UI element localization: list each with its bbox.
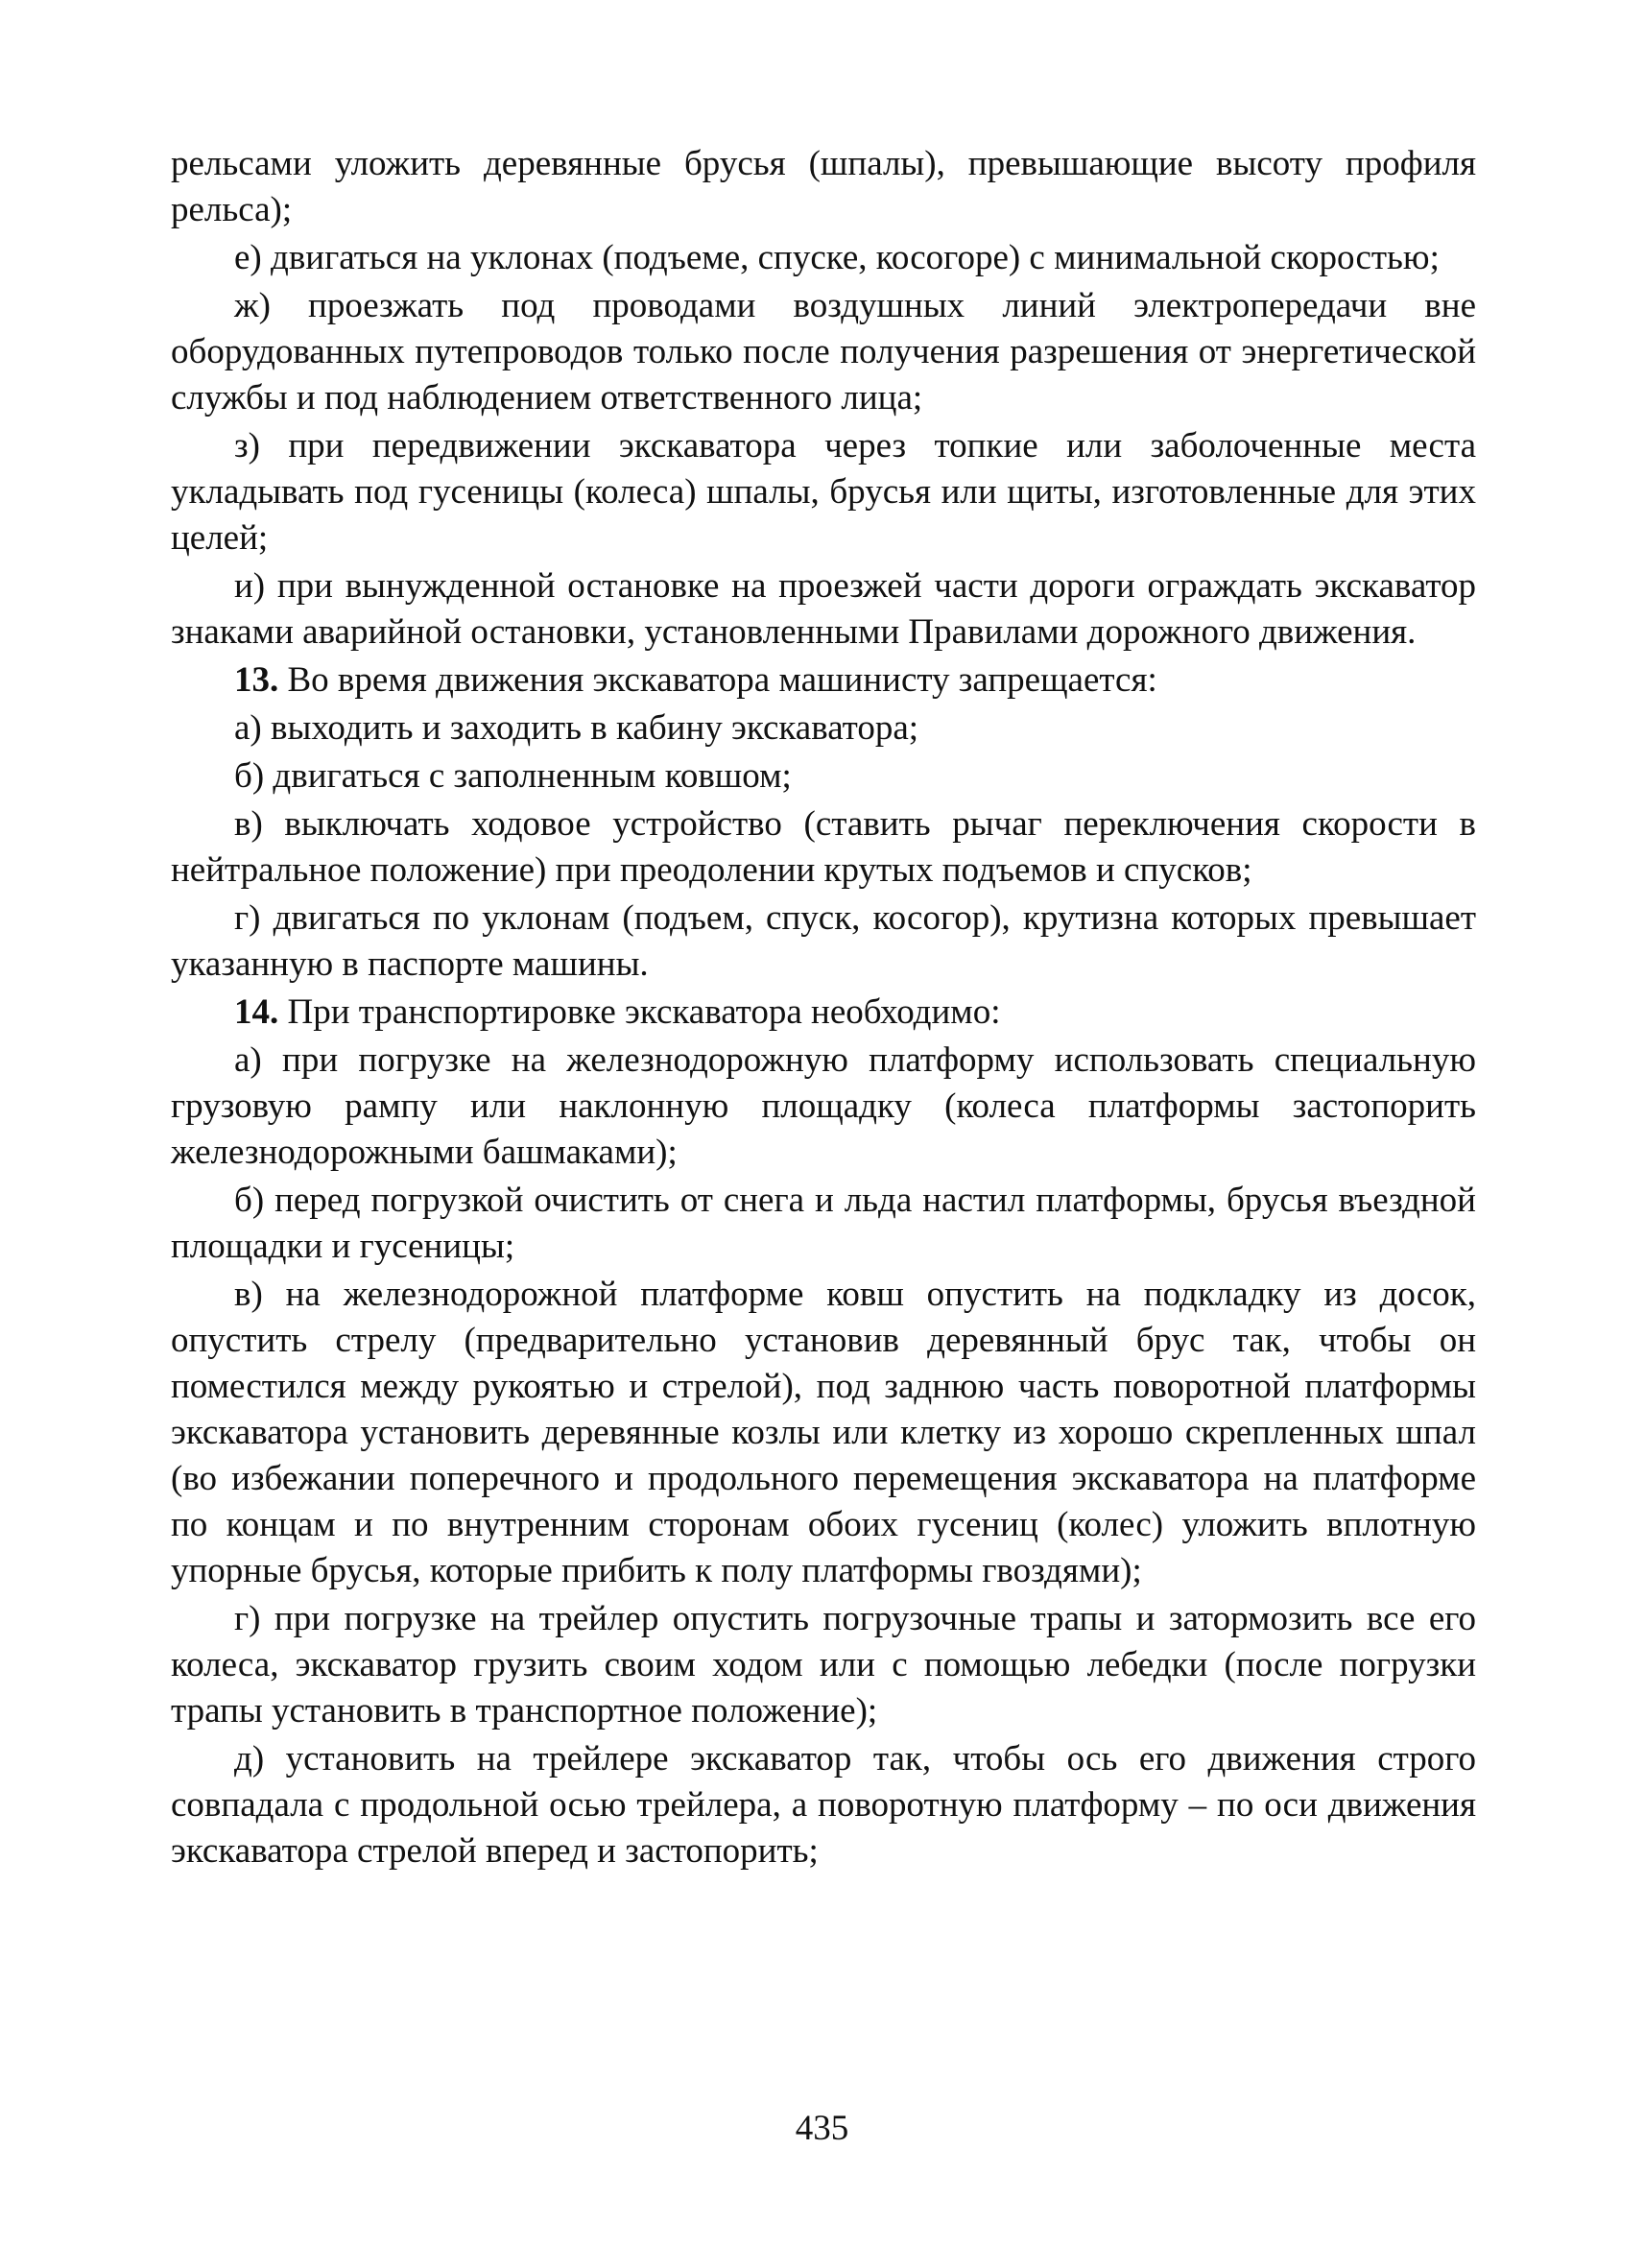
paragraph-13-g: г) двигаться по уклонам (подъем, спуск, косогор), крутизна которых превышает указанную в паспорте машины.: [171, 898, 1476, 984]
paragraph-item-i: и) при вынужденной остановке на проезжей части дороги ограждать экскаватор знаками аварийной остановки, установленными Правилами дорожного движения.: [171, 566, 1476, 652]
paragraph-section-14: [171, 990, 1476, 1036]
paragraph-13-b: б) двигаться с заполненным ковшом;: [234, 756, 792, 796]
paragraph-14-v: в) на железнодорожной платформе ковш опустить на подкладку из досок, опустить стрелу (предварительно установив деревянный брус так, чтобы он поместился между рукоятью и стрелой), под заднюю часть поворотной платформы экскаватора установить деревянные козлы или клетку из хорошо скрепленных шпал (во избежании поперечного и продольного перемещения экскаватора на платформе по концам и по внутренним сторонам обоих гусениц (колес) уложить вплотную упорные брусья, которые прибить к полу платформы гвоздями);: [171, 1275, 1476, 1590]
paragraph-13-a: а) выходить и заходить в кабину экскаватора;: [234, 708, 919, 748]
paragraph-item-z: з) при передвижении экскаватора через топкие или заболоченные места укладывать под гусеницы (колеса) шпалы, брусья или щиты, изготовленные для этих целей;: [171, 426, 1476, 558]
section-14-text: При транспортировке экскаватора необходимо:: [278, 992, 1001, 1032]
paragraph-14-d: д) установить на трейлере экскаватор так, чтобы ось его движения строго совпадала с продольной осью трейлера, а поворотную платформу – по оси движения экскаватора стрелой вперед и застопорить;: [171, 1739, 1476, 1871]
paragraph-item-e: е) двигаться на уклонах (подъеме, спуске, косогоре) с минимальной скоростью;: [234, 238, 1440, 277]
page-body: [171, 141, 1476, 1876]
section-number-14: 14.: [234, 992, 279, 1032]
paragraph-13-v: в) выключать ходовое устройство (ставить рычаг переключения скорости в нейтральное положение) при преодолении крутых подъемов и спусков;: [171, 804, 1476, 890]
paragraph-section-13: [171, 657, 1476, 704]
section-13-text: Во время движения экскаватора машинисту запрещается:: [278, 660, 1157, 700]
paragraph-14-b: б) перед погрузкой очистить от снега и льда настил платформы, брусья въездной площадки и гусеницы;: [171, 1181, 1476, 1266]
paragraph-14-g: г) при погрузке на трейлер опустить погрузочные трапы и затормозить все его колеса, экскаватор грузить своим ходом или с помощью лебедки (после погрузки трапы установить в транспортное положение);: [171, 1599, 1476, 1731]
page-number: 435: [795, 2109, 849, 2148]
paragraph-item-zh: ж) проезжать под проводами воздушных линий электропередачи вне оборудованных путепроводов только после получения разрешения от энергетической службы и под наблюдением ответственного лица;: [171, 286, 1476, 418]
paragraph-14-a: а) при погрузке на железнодорожную платформу использовать специальную грузовую рампу или наклонную площадку (колеса платформы застопорить железнодорожными башмаками);: [171, 1040, 1476, 1172]
paragraph-continuation: рельсами уложить деревянные брусья (шпалы), превышающие высоту профиля рельса);: [171, 144, 1476, 229]
section-number-13: 13.: [234, 660, 279, 700]
